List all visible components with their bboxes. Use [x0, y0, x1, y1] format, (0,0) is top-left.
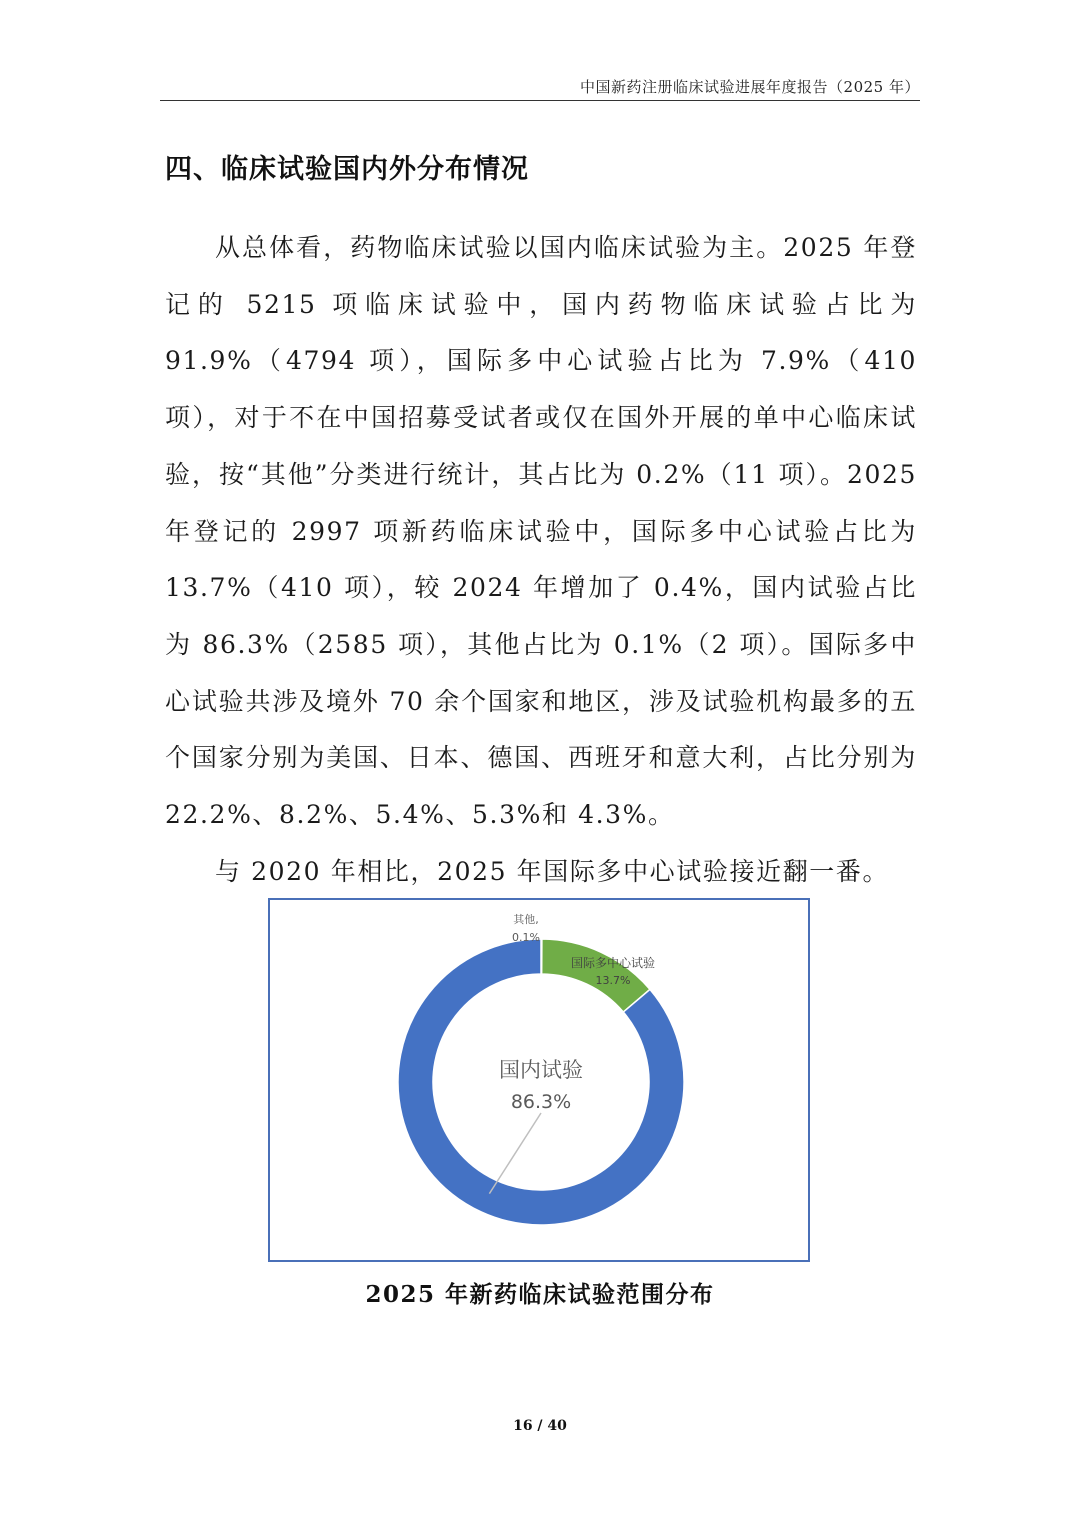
- paragraph-comparison: 与 2020 年相比，2025 年国际多中心试验接近翻一番。: [215, 856, 890, 886]
- chart-caption: 2025 年新药临床试验范围分布: [365, 1281, 715, 1308]
- header-rule: [160, 100, 920, 101]
- label-international-value: 13.7%: [595, 974, 631, 987]
- donut-chart-frame: [268, 898, 810, 1262]
- label-international-name: 国际多中心试验: [570, 956, 656, 970]
- label-domestic-name: 国内试验: [499, 1058, 583, 1082]
- page-number: 16 / 40: [513, 1418, 567, 1434]
- donut-chart: [270, 900, 808, 1260]
- label-other-value: 0.1%: [512, 931, 540, 944]
- paragraph-overview: 从总体看，药物临床试验以国内临床试验为主。2025 年登记的 5215 项临床试验中，国内药物临床试验占比为 91.9%（4794 项），国际多中心试验占比为 7.9%（410 项），对于不在中国招募受试者或仅在国外开展的单中心临床试验，按“其他”分类进行统计，其占比为 0.2%（11 项）。2025 年登记的 2997 项新药临床试验中，国际多中心试验占比为 13.7%（410 项），较 2024 年增加了 0.4%，国内试验占比为 86.3%（2585 项），其他占比为 0.1%（2 项）。国际多中心试验共涉及境外 70 余个国家和地区，涉及试验机构最多的五个国家分别为美国、日本、德国、西班牙和意大利，占比分别为 22.2%、8.2%、5.4%、5.3%和 4.3%。: [165, 233, 917, 830]
- leader-line-domestic: [489, 1113, 541, 1194]
- label-other-name: 其他,: [513, 913, 539, 926]
- label-domestic-value: 86.3%: [510, 1091, 572, 1113]
- section-title: 四、临床试验国内外分布情况: [165, 154, 529, 185]
- running-header: 中国新药注册临床试验进展年度报告（2025 年）: [580, 78, 920, 96]
- body-text: [165, 220, 917, 900]
